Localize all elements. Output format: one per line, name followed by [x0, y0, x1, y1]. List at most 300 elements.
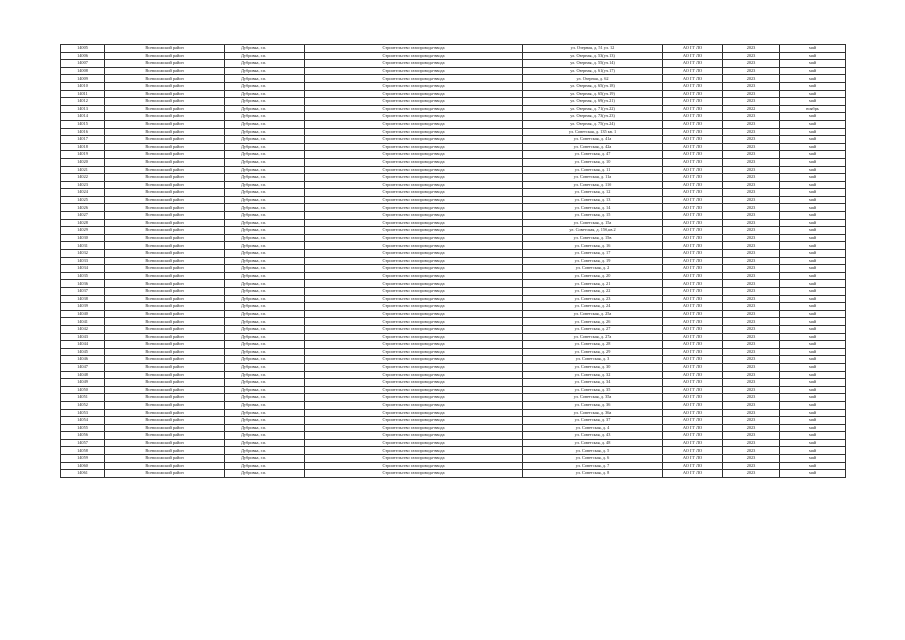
work-type-cell: Строительство газопровода-ввода [305, 462, 523, 470]
month-cell: май [780, 348, 846, 356]
settlement-cell: Дубровка, г.п. [225, 82, 305, 90]
work-type-cell: Строительство газопровода-ввода [305, 82, 523, 90]
year-cell: 2023 [723, 272, 780, 280]
table-row [61, 242, 846, 250]
month-cell: май [780, 272, 846, 280]
organization-cell: АО ГГ ЛО [663, 379, 723, 387]
work-type-cell: Строительство газопровода-ввода [305, 166, 523, 174]
year-cell: 2023 [723, 447, 780, 455]
row-id-cell: 14055 [61, 424, 105, 432]
district-cell: Всеволожский район [105, 75, 225, 83]
organization-cell: АО ГГ ЛО [663, 295, 723, 303]
month-cell: май [780, 386, 846, 394]
address-cell: ул. Советская, д. 36а [523, 409, 663, 417]
organization-cell: АО ГГ ЛО [663, 432, 723, 440]
organization-cell: АО ГГ ЛО [663, 143, 723, 151]
year-cell: 2023 [723, 310, 780, 318]
table-row [61, 310, 846, 318]
year-cell: 2023 [723, 318, 780, 326]
table-row [61, 325, 846, 333]
address-cell: ул. Советская, д. 35 [523, 386, 663, 394]
organization-cell: АО ГГ ЛО [663, 455, 723, 463]
address-cell: ул. Озерная, д. 69(уч.21) [523, 98, 663, 106]
month-cell: май [780, 60, 846, 68]
district-cell: Всеволожский район [105, 386, 225, 394]
work-type-cell: Строительство газопровода-ввода [305, 98, 523, 106]
year-cell: 2023 [723, 432, 780, 440]
address-cell: ул. Советская, д. 19 [523, 257, 663, 265]
address-cell: ул. Советская, д. 15а [523, 219, 663, 227]
settlement-cell: Дубровка, г.п. [225, 470, 305, 478]
table-row [61, 417, 846, 425]
district-cell: Всеволожский район [105, 432, 225, 440]
work-type-cell: Строительство газопровода-ввода [305, 318, 523, 326]
work-type-cell: Строительство газопровода-ввода [305, 196, 523, 204]
organization-cell: АО ГГ ЛО [663, 98, 723, 106]
work-type-cell: Строительство газопровода-ввода [305, 181, 523, 189]
organization-cell: АО ГГ ЛО [663, 333, 723, 341]
month-cell: май [780, 151, 846, 159]
year-cell: 2023 [723, 234, 780, 242]
district-cell: Всеволожский район [105, 105, 225, 113]
year-cell: 2023 [723, 60, 780, 68]
work-type-cell: Строительство газопровода-ввода [305, 265, 523, 273]
row-id-cell: 14038 [61, 295, 105, 303]
table-row [61, 82, 846, 90]
month-cell: май [780, 174, 846, 182]
row-id-cell: 14060 [61, 462, 105, 470]
address-cell: ул. Советская, д. 35а [523, 394, 663, 402]
settlement-cell: Дубровка, г.п. [225, 120, 305, 128]
table-row [61, 356, 846, 364]
address-cell: ул. Озерная, д. 62 [523, 75, 663, 83]
address-cell: ул. Советская, д. 27а [523, 333, 663, 341]
work-type-cell: Строительство газопровода-ввода [305, 234, 523, 242]
work-type-cell: Строительство газопровода-ввода [305, 120, 523, 128]
row-id-cell: 14017 [61, 136, 105, 144]
organization-cell: АО ГГ ЛО [663, 386, 723, 394]
month-cell: май [780, 341, 846, 349]
year-cell: 2023 [723, 409, 780, 417]
settlement-cell: Дубровка, г.п. [225, 196, 305, 204]
year-cell: 2023 [723, 341, 780, 349]
settlement-cell: Дубровка, г.п. [225, 341, 305, 349]
year-cell: 2023 [723, 189, 780, 197]
row-id-cell: 14050 [61, 386, 105, 394]
year-cell: 2023 [723, 379, 780, 387]
month-cell: май [780, 143, 846, 151]
work-type-cell: Строительство газопровода-ввода [305, 325, 523, 333]
year-cell: 2023 [723, 196, 780, 204]
work-type-cell: Строительство газопровода-ввода [305, 417, 523, 425]
row-id-cell: 14023 [61, 181, 105, 189]
month-cell: май [780, 82, 846, 90]
year-cell: 2023 [723, 257, 780, 265]
year-cell: 2023 [723, 371, 780, 379]
organization-cell: АО ГГ ЛО [663, 470, 723, 478]
organization-cell: АО ГГ ЛО [663, 45, 723, 53]
work-type-cell: Строительство газопровода-ввода [305, 75, 523, 83]
district-cell: Всеволожский район [105, 409, 225, 417]
table-row [61, 120, 846, 128]
organization-cell: АО ГГ ЛО [663, 151, 723, 159]
organization-cell: АО ГГ ЛО [663, 242, 723, 250]
table-row [61, 272, 846, 280]
organization-cell: АО ГГ ЛО [663, 288, 723, 296]
table-row [61, 333, 846, 341]
district-cell: Всеволожский район [105, 196, 225, 204]
district-cell: Всеволожский район [105, 212, 225, 220]
month-cell: май [780, 394, 846, 402]
row-id-cell: 14026 [61, 204, 105, 212]
organization-cell: АО ГГ ЛО [663, 219, 723, 227]
work-type-cell: Строительство газопровода-ввода [305, 288, 523, 296]
table-row [61, 227, 846, 235]
address-cell: ул. Советская, д. 26 [523, 318, 663, 326]
work-type-cell: Строительство газопровода-ввода [305, 212, 523, 220]
address-cell: ул. Советская, д. 47 [523, 151, 663, 159]
address-cell: ул. Советская, д. 28 [523, 341, 663, 349]
year-cell: 2023 [723, 151, 780, 159]
address-cell: ул. Советская, д. 21 [523, 280, 663, 288]
table-row [61, 128, 846, 136]
year-cell: 2023 [723, 219, 780, 227]
year-cell: 2023 [723, 128, 780, 136]
district-cell: Всеволожский район [105, 82, 225, 90]
address-cell: ул. Советская, д. 4 [523, 424, 663, 432]
month-cell: май [780, 424, 846, 432]
organization-cell: АО ГГ ЛО [663, 234, 723, 242]
settlement-cell: Дубровка, г.п. [225, 394, 305, 402]
work-type-cell: Строительство газопровода-ввода [305, 409, 523, 417]
year-cell: 2023 [723, 295, 780, 303]
year-cell: 2023 [723, 439, 780, 447]
address-cell: ул. Советская, д. 43 [523, 432, 663, 440]
year-cell: 2023 [723, 212, 780, 220]
row-id-cell: 14045 [61, 348, 105, 356]
settlement-cell: Дубровка, г.п. [225, 204, 305, 212]
row-id-cell: 14044 [61, 341, 105, 349]
month-cell: май [780, 447, 846, 455]
district-cell: Всеволожский район [105, 310, 225, 318]
district-cell: Всеволожский район [105, 363, 225, 371]
month-cell: май [780, 333, 846, 341]
work-type-cell: Строительство газопровода-ввода [305, 189, 523, 197]
organization-cell: АО ГГ ЛО [663, 318, 723, 326]
district-cell: Всеволожский район [105, 67, 225, 75]
work-type-cell: Строительство газопровода-ввода [305, 394, 523, 402]
row-id-cell: 14021 [61, 166, 105, 174]
table-row [61, 265, 846, 273]
district-cell: Всеволожский район [105, 90, 225, 98]
settlement-cell: Дубровка, г.п. [225, 348, 305, 356]
month-cell: май [780, 439, 846, 447]
organization-cell: АО ГГ ЛО [663, 158, 723, 166]
settlement-cell: Дубровка, г.п. [225, 234, 305, 242]
table-row [61, 189, 846, 197]
table-row [61, 113, 846, 121]
year-cell: 2023 [723, 348, 780, 356]
organization-cell: АО ГГ ЛО [663, 447, 723, 455]
address-cell: ул. Озерная, д. 71(уч.22) [523, 105, 663, 113]
year-cell: 2023 [723, 424, 780, 432]
address-cell: ул. Озерная, д. 75(уч.24) [523, 120, 663, 128]
address-cell: ул. Советская, д. 27 [523, 325, 663, 333]
district-cell: Всеволожский район [105, 295, 225, 303]
month-cell: май [780, 158, 846, 166]
work-type-cell: Строительство газопровода-ввода [305, 401, 523, 409]
district-cell: Всеволожский район [105, 181, 225, 189]
year-cell: 2023 [723, 143, 780, 151]
row-id-cell: 14006 [61, 52, 105, 60]
organization-cell: АО ГГ ЛО [663, 272, 723, 280]
row-id-cell: 14028 [61, 219, 105, 227]
address-cell: ул. Советская, д. 16 [523, 242, 663, 250]
month-cell: май [780, 128, 846, 136]
month-cell: май [780, 379, 846, 387]
district-cell: Всеволожский район [105, 379, 225, 387]
district-cell: Всеволожский район [105, 455, 225, 463]
work-type-cell: Строительство газопровода-ввода [305, 227, 523, 235]
district-cell: Всеволожский район [105, 242, 225, 250]
table-row [61, 371, 846, 379]
work-type-cell: Строительство газопровода-ввода [305, 455, 523, 463]
year-cell: 2023 [723, 394, 780, 402]
address-cell: ул. Советская, д. 15б,кв.2 [523, 227, 663, 235]
work-type-cell: Строительство газопровода-ввода [305, 143, 523, 151]
organization-cell: АО ГГ ЛО [663, 310, 723, 318]
row-id-cell: 14018 [61, 143, 105, 151]
row-id-cell: 14054 [61, 417, 105, 425]
row-id-cell: 14056 [61, 432, 105, 440]
address-cell: ул. Советская, д. 11б [523, 181, 663, 189]
settlement-cell: Дубровка, г.п. [225, 409, 305, 417]
work-type-cell: Строительство газопровода-ввода [305, 310, 523, 318]
row-id-cell: 14020 [61, 158, 105, 166]
district-cell: Всеволожский район [105, 250, 225, 258]
district-cell: Всеволожский район [105, 325, 225, 333]
organization-cell: АО ГГ ЛО [663, 341, 723, 349]
month-cell: май [780, 234, 846, 242]
month-cell: май [780, 189, 846, 197]
address-cell: ул. Озерная, д. 61(уч.17) [523, 67, 663, 75]
address-cell: ул. Советская, д. 135 кв. 1 [523, 128, 663, 136]
organization-cell: АО ГГ ЛО [663, 120, 723, 128]
year-cell: 2023 [723, 265, 780, 273]
organization-cell: АО ГГ ЛО [663, 348, 723, 356]
row-id-cell: 14041 [61, 318, 105, 326]
year-cell: 2023 [723, 417, 780, 425]
table-row [61, 409, 846, 417]
year-cell: 2023 [723, 181, 780, 189]
row-id-cell: 14049 [61, 379, 105, 387]
work-type-cell: Строительство газопровода-ввода [305, 204, 523, 212]
row-id-cell: 14009 [61, 75, 105, 83]
settlement-cell: Дубровка, г.п. [225, 417, 305, 425]
work-type-cell: Строительство газопровода-ввода [305, 136, 523, 144]
row-id-cell: 14010 [61, 82, 105, 90]
year-cell: 2023 [723, 158, 780, 166]
work-type-cell: Строительство газопровода-ввода [305, 52, 523, 60]
organization-cell: АО ГГ ЛО [663, 196, 723, 204]
settlement-cell: Дубровка, г.п. [225, 272, 305, 280]
month-cell: май [780, 257, 846, 265]
organization-cell: АО ГГ ЛО [663, 280, 723, 288]
settlement-cell: Дубровка, г.п. [225, 280, 305, 288]
work-type-cell: Строительство газопровода-ввода [305, 45, 523, 53]
year-cell: 2023 [723, 333, 780, 341]
organization-cell: АО ГГ ЛО [663, 52, 723, 60]
table-row [61, 379, 846, 387]
address-cell: ул. Советская, д. 20 [523, 272, 663, 280]
organization-cell: АО ГГ ЛО [663, 105, 723, 113]
district-cell: Всеволожский район [105, 158, 225, 166]
row-id-cell: 14043 [61, 333, 105, 341]
table-row [61, 341, 846, 349]
organization-cell: АО ГГ ЛО [663, 67, 723, 75]
work-type-cell: Строительство газопровода-ввода [305, 303, 523, 311]
address-cell: ул. Советская, д. 15в [523, 234, 663, 242]
settlement-cell: Дубровка, г.п. [225, 67, 305, 75]
work-type-cell: Строительство газопровода-ввода [305, 90, 523, 98]
row-id-cell: 14016 [61, 128, 105, 136]
organization-cell: АО ГГ ЛО [663, 265, 723, 273]
work-type-cell: Строительство газопровода-ввода [305, 151, 523, 159]
table-row [61, 348, 846, 356]
district-cell: Всеволожский район [105, 348, 225, 356]
address-cell: ул. Советская, д. 17 [523, 250, 663, 258]
settlement-cell: Дубровка, г.п. [225, 356, 305, 364]
work-type-cell: Строительство газопровода-ввода [305, 348, 523, 356]
table-row [61, 401, 846, 409]
work-type-cell: Строительство газопровода-ввода [305, 333, 523, 341]
month-cell: май [780, 166, 846, 174]
work-type-cell: Строительство газопровода-ввода [305, 272, 523, 280]
district-cell: Всеволожский район [105, 257, 225, 265]
district-cell: Всеволожский район [105, 303, 225, 311]
district-cell: Всеволожский район [105, 333, 225, 341]
organization-cell: АО ГГ ЛО [663, 371, 723, 379]
settlement-cell: Дубровка, г.п. [225, 318, 305, 326]
month-cell: май [780, 196, 846, 204]
year-cell: 2023 [723, 303, 780, 311]
organization-cell: АО ГГ ЛО [663, 212, 723, 220]
address-cell: ул. Озерная, д. 53(уч.13) [523, 52, 663, 60]
settlement-cell: Дубровка, г.п. [225, 242, 305, 250]
month-cell: май [780, 310, 846, 318]
row-id-cell: 14059 [61, 455, 105, 463]
work-type-cell: Строительство газопровода-ввода [305, 470, 523, 478]
address-cell: ул. Советская, д. 34 [523, 379, 663, 387]
table-row [61, 174, 846, 182]
settlement-cell: Дубровка, г.п. [225, 90, 305, 98]
row-id-cell: 14014 [61, 113, 105, 121]
organization-cell: АО ГГ ЛО [663, 356, 723, 364]
settlement-cell: Дубровка, г.п. [225, 462, 305, 470]
district-cell: Всеволожский район [105, 227, 225, 235]
settlement-cell: Дубровка, г.п. [225, 98, 305, 106]
work-type-cell: Строительство газопровода-ввода [305, 105, 523, 113]
organization-cell: АО ГГ ЛО [663, 409, 723, 417]
settlement-cell: Дубровка, г.п. [225, 432, 305, 440]
row-id-cell: 14052 [61, 401, 105, 409]
work-type-cell: Строительство газопровода-ввода [305, 128, 523, 136]
month-cell: май [780, 265, 846, 273]
table-row [61, 166, 846, 174]
year-cell: 2023 [723, 227, 780, 235]
table-row [61, 60, 846, 68]
work-type-cell: Строительство газопровода-ввода [305, 379, 523, 387]
row-id-cell: 14019 [61, 151, 105, 159]
month-cell: май [780, 409, 846, 417]
year-cell: 2023 [723, 242, 780, 250]
work-type-cell: Строительство газопровода-ввода [305, 424, 523, 432]
settlement-cell: Дубровка, г.п. [225, 455, 305, 463]
district-cell: Всеволожский район [105, 52, 225, 60]
table-row [61, 455, 846, 463]
year-cell: 2023 [723, 280, 780, 288]
table-row [61, 136, 846, 144]
work-type-cell: Строительство газопровода-ввода [305, 295, 523, 303]
year-cell: 2023 [723, 75, 780, 83]
month-cell: май [780, 45, 846, 53]
settlement-cell: Дубровка, г.п. [225, 105, 305, 113]
table-row [61, 462, 846, 470]
month-cell: май [780, 280, 846, 288]
table-row [61, 45, 846, 53]
organization-cell: АО ГГ ЛО [663, 204, 723, 212]
month-cell: май [780, 120, 846, 128]
settlement-cell: Дубровка, г.п. [225, 113, 305, 121]
address-cell: ул. Советская, д. 41а [523, 136, 663, 144]
address-cell: ул. Советская, д. 8 [523, 470, 663, 478]
month-cell: май [780, 75, 846, 83]
row-id-cell: 14024 [61, 189, 105, 197]
address-cell: ул. Советская, д. 10 [523, 158, 663, 166]
table-row [61, 288, 846, 296]
month-cell: май [780, 401, 846, 409]
district-cell: Всеволожский район [105, 280, 225, 288]
settlement-cell: Дубровка, г.п. [225, 45, 305, 53]
row-id-cell: 14057 [61, 439, 105, 447]
table-row [61, 257, 846, 265]
organization-cell: АО ГГ ЛО [663, 250, 723, 258]
table-row [61, 67, 846, 75]
year-cell: 2022 [723, 105, 780, 113]
organization-cell: АО ГГ ЛО [663, 60, 723, 68]
row-id-cell: 14051 [61, 394, 105, 402]
table-row [61, 204, 846, 212]
year-cell: 2023 [723, 67, 780, 75]
table-row [61, 181, 846, 189]
table-row [61, 250, 846, 258]
table-row [61, 363, 846, 371]
row-id-cell: 14039 [61, 303, 105, 311]
row-id-cell: 14053 [61, 409, 105, 417]
district-cell: Всеволожский район [105, 371, 225, 379]
address-cell: ул. Советская, д. 12 [523, 189, 663, 197]
address-cell: ул. Советская, д. 42а [523, 143, 663, 151]
row-id-cell: 14025 [61, 196, 105, 204]
settlement-cell: Дубровка, г.п. [225, 303, 305, 311]
year-cell: 2023 [723, 90, 780, 98]
district-cell: Всеволожский район [105, 98, 225, 106]
organization-cell: АО ГГ ЛО [663, 128, 723, 136]
organization-cell: АО ГГ ЛО [663, 325, 723, 333]
month-cell: май [780, 318, 846, 326]
month-cell: май [780, 470, 846, 478]
address-cell: ул. Советская, д. 36 [523, 401, 663, 409]
